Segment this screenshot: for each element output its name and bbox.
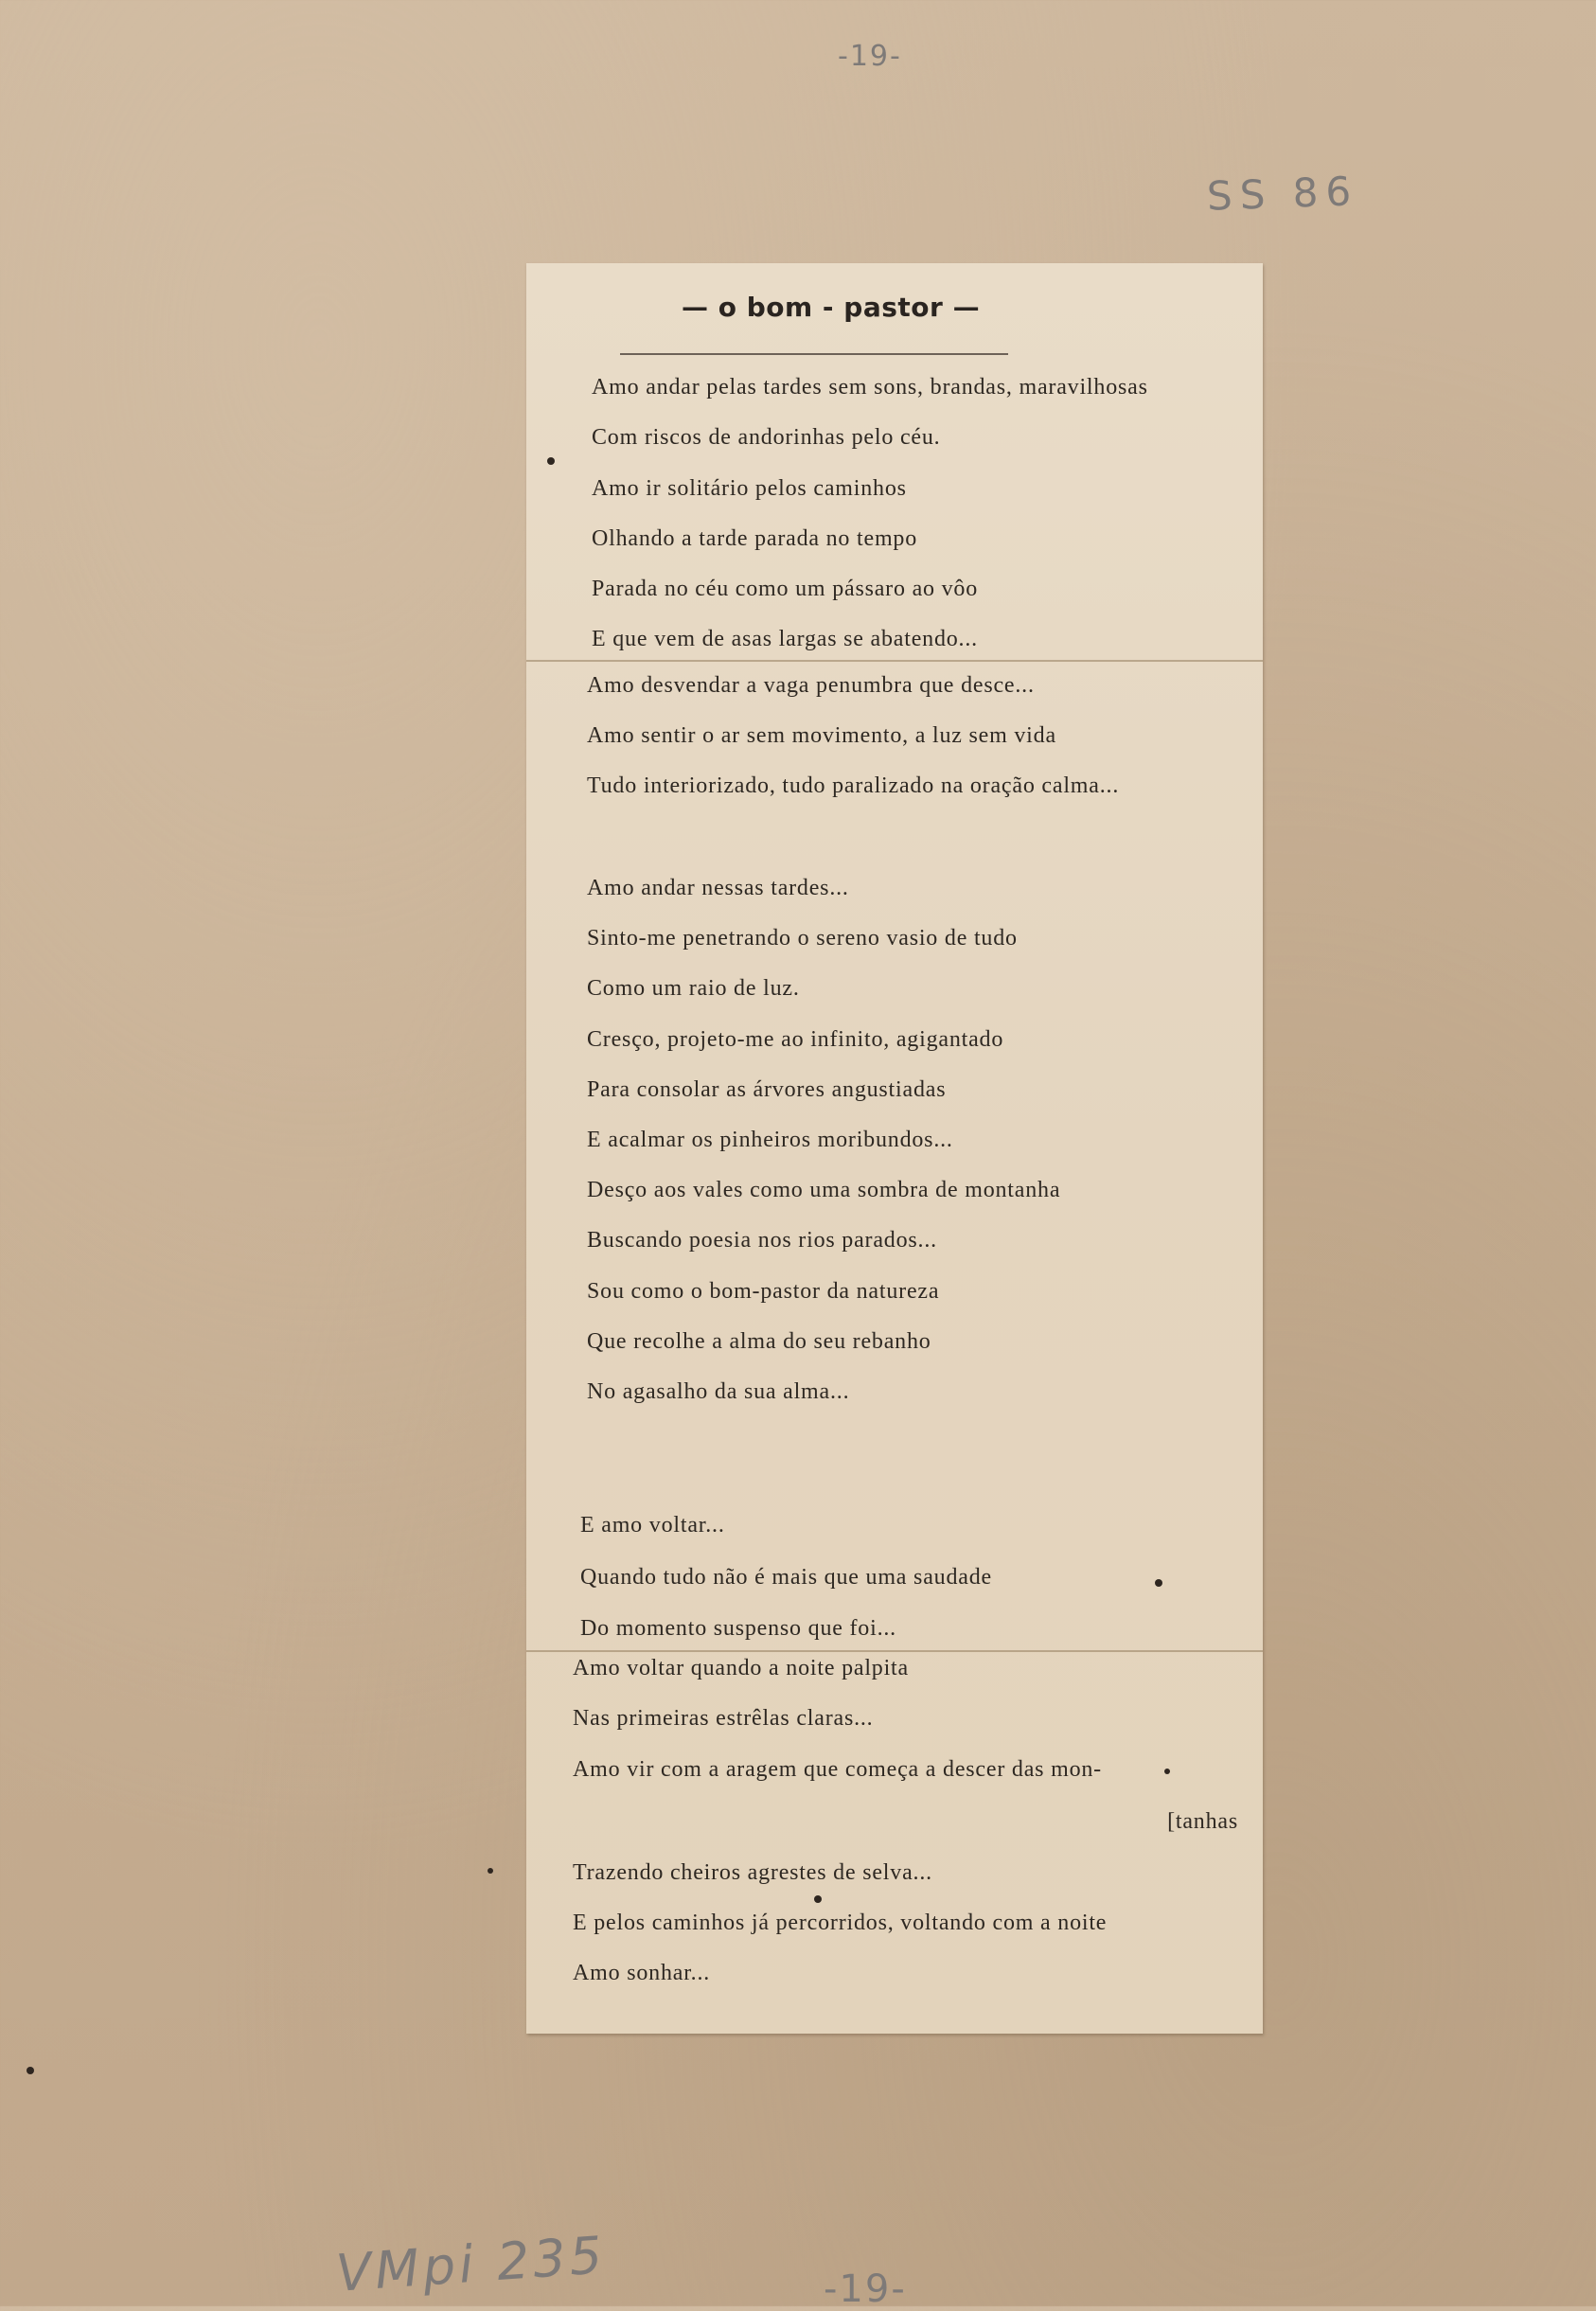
poem-line: Parada no céu como um pássaro ao vôo <box>592 577 979 601</box>
poem-line: Amo sonhar... <box>573 1961 711 1985</box>
poem-line: Amo sentir o ar sem movimento, a luz sem vida <box>587 723 1056 748</box>
poem-line: Trazendo cheiros agrestes de selva... <box>573 1860 932 1885</box>
poem-line: Amo ir solitário pelos caminhos <box>592 476 907 501</box>
poem-line-continuation: [tanhas <box>1167 1809 1238 1834</box>
poem-line: E pelos caminhos já percorridos, voltando com a noite <box>573 1911 1108 1935</box>
poem-line: Olhando a tarde parada no tempo <box>592 526 918 551</box>
ink-speck <box>814 1895 822 1903</box>
reference-code: SS 86 <box>1206 168 1359 220</box>
poem-line: E que vem de asas largas se abatendo... <box>592 627 978 651</box>
poem-line: Como um raio de luz. <box>587 976 800 1001</box>
poem-line: Amo voltar quando a noite palpita <box>573 1656 909 1680</box>
poem-line: No agasalho da sua alma... <box>587 1379 850 1404</box>
poem-line: Do momento suspenso que foi... <box>580 1616 896 1641</box>
poem-line: Amo vir com a aragem que começa a descer das mon- <box>573 1757 1102 1782</box>
poem-line: E amo voltar... <box>580 1513 725 1538</box>
ink-speck <box>27 2067 34 2074</box>
page-number-bottom: -19- <box>824 2267 907 2311</box>
poem-line: E acalmar os pinheiros moribundos... <box>587 1128 953 1152</box>
clipping-seam <box>526 660 1263 662</box>
poem-line: Amo andar nessas tardes... <box>587 876 849 900</box>
poem-line: Sou como o bom-pastor da natureza <box>587 1279 940 1304</box>
page-number-top: -19- <box>838 40 902 73</box>
poem-line: Que recolhe a alma do seu rebanho <box>587 1329 931 1354</box>
poem-line: Amo andar pelas tardes sem sons, brandas, maravilhosas <box>592 375 1148 400</box>
poem-line: Com riscos de andorinhas pelo céu. <box>592 425 941 450</box>
poem-line: Sinto-me penetrando o sereno vasio de tudo <box>587 926 1018 951</box>
ink-speck <box>547 457 555 465</box>
ink-speck <box>1164 1769 1170 1774</box>
ink-speck <box>488 1868 493 1874</box>
ink-speck <box>1155 1579 1162 1587</box>
poem-title: — o bom - pastor — <box>682 292 981 323</box>
poem-line: Cresço, projeto-me ao infinito, agigantado <box>587 1027 1004 1052</box>
clipping-seam <box>526 1650 1263 1652</box>
poem-line: Tudo interiorizado, tudo paralizado na oração calma... <box>587 773 1120 798</box>
poem-line: Para consolar as árvores angustiadas <box>587 1077 947 1102</box>
title-underline <box>620 353 1008 355</box>
poem-line: Nas primeiras estrêlas claras... <box>573 1706 874 1731</box>
poem-line: Buscando poesia nos rios parados... <box>587 1228 937 1253</box>
archive-mark: VMpi 235 <box>334 2225 608 2303</box>
poem-line: Amo desvendar a vaga penumbra que desce... <box>587 673 1035 698</box>
poem-line: Quando tudo não é mais que uma saudade <box>580 1565 992 1590</box>
poem-line: Desço aos vales como uma sombra de montanha <box>587 1178 1061 1202</box>
